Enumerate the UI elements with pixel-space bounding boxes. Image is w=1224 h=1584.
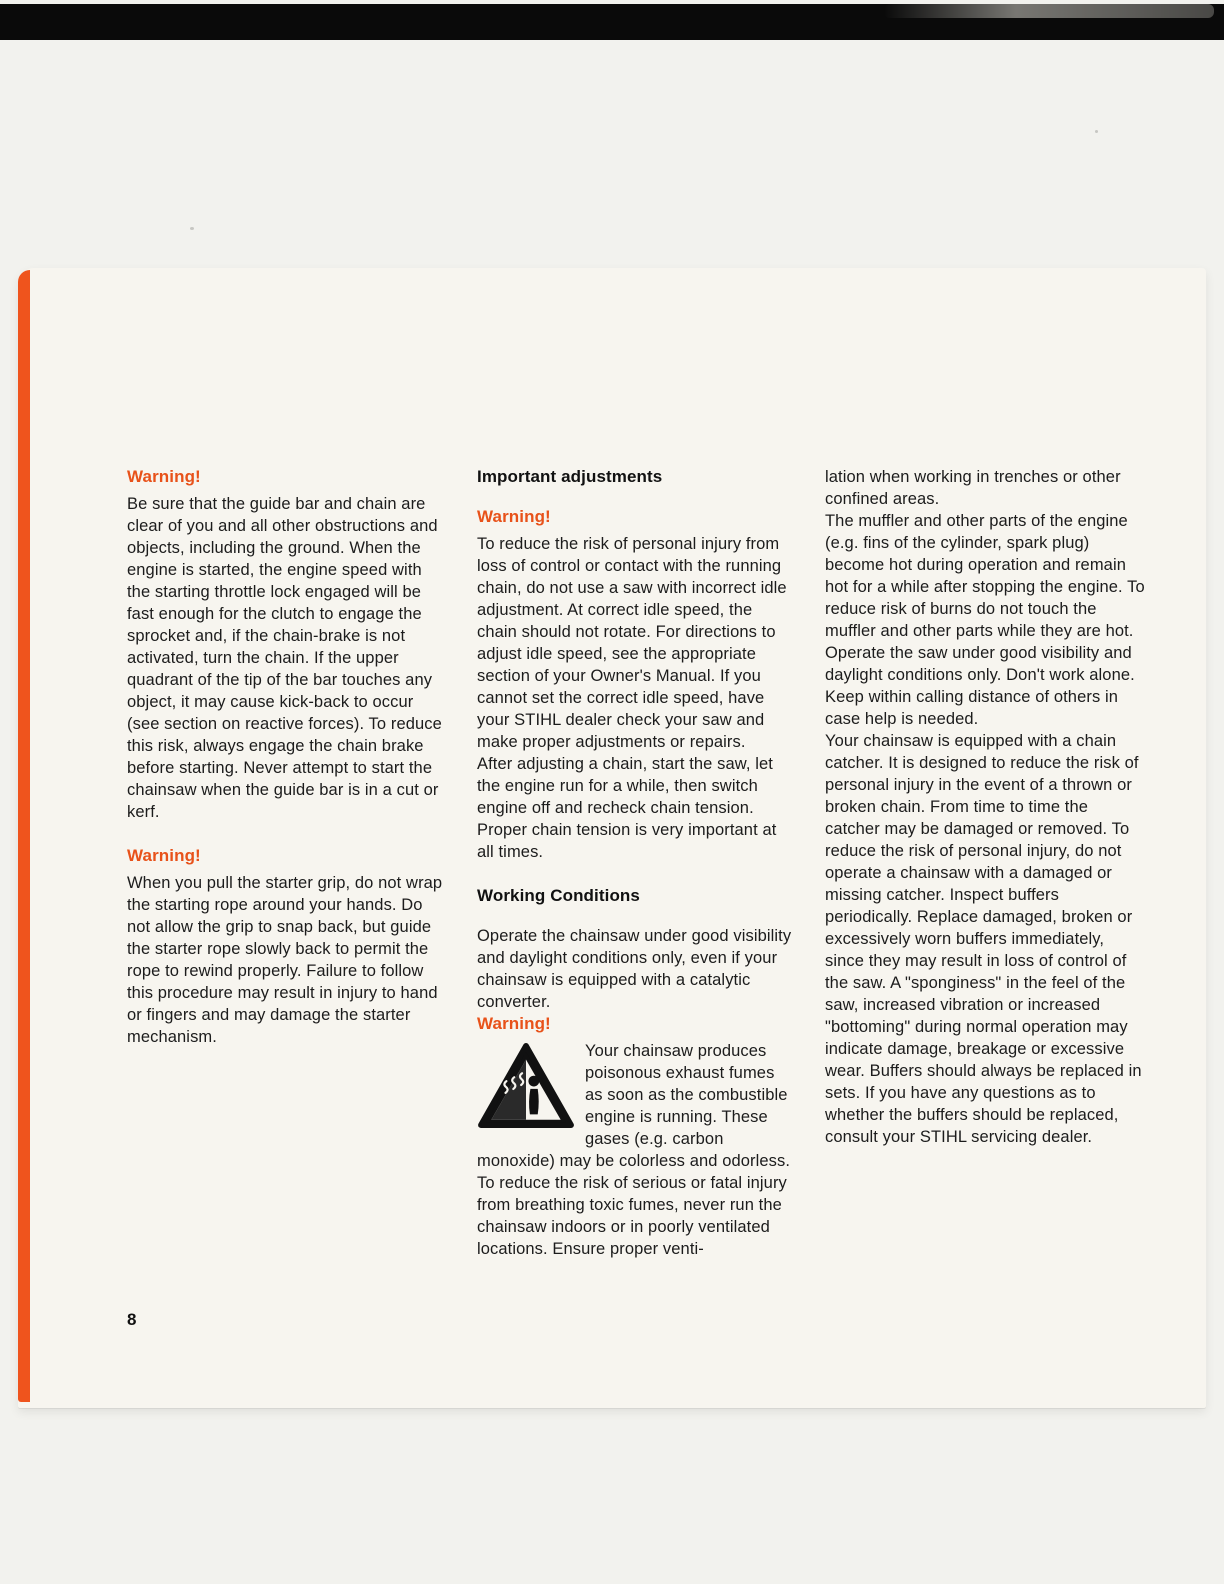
column-left [127, 466, 445, 1048]
warning-heading: Warning! [127, 846, 201, 865]
body-paragraph: Your chainsaw is equipped with a chain catcher. It is designed to reduce the risk of personal injury in the event of a thrown or broken chain. From time to time the catcher may be damaged or removed. To reduce the risk of personal injury, do not operate a chainsaw with a damaged or missing catcher. Inspect buffers periodically. Replace damaged, broken or excessively worn buffers immediately, since they may result in loss of control of the saw. A "sponginess" in the feel of the saw, increased vibration or increased "bottoming" during normal operation may indicate damage, breakage or excessive wear. Buffers should always be replaced in sets. If you have any questions as to whether the buffers should be replaced, consult your STIHL servicing dealer. [825, 732, 1142, 1146]
body-paragraph: Operate the chainsaw under good visibility and daylight conditions only, even if your chainsaw is equipped with a catalytic converter. [477, 927, 792, 1011]
warning-paragraph: Your chainsaw produces poisonous exhaust fumes as soon as the combustible engine is running. These gases (e.g. carbon monoxide) may be colorless and odorless. [477, 1042, 791, 1170]
warning-paragraph: Be sure that the guide bar and chain are clear of you and all other obstructions and objects, including the ground. When the engine is started, the engine speed with the starting throttle lock engaged will be fast enough for the clutch to engage the sprocket and, if the chain-brake is not activated, turn the chain. If the upper quadrant of the tip of the bar touches any object, it may cause kick-back to occur (see section on reactive forces). To reduce this risk, always engage the chain brake before starting. Never attempt to start the chainsaw when the guide bar is in a cut or kerf. [127, 495, 442, 821]
warning-paragraph: To reduce the risk of personal injury from loss of control or contact with the running chain, do not use a saw with incorrect idle adjustment. At correct idle speed, the chain should not rotate. For directions to adjust idle speed, see the appropriate section of your Owner's Manual. If you cannot set the correct idle speed, have your STIHL dealer check your saw and make proper adjustments or repairs. [477, 535, 787, 751]
scan-top-black-bar [0, 4, 1224, 40]
column-right [825, 466, 1147, 1148]
warning-paragraph: To reduce the risk of serious or fatal injury from breathing toxic fumes, never run the chainsaw indoors or in poorly ventilated locations. Ensure proper venti- [477, 1174, 787, 1258]
warning-paragraph: After adjusting a chain, start the saw, let the engine run for a while, then switch engine off and recheck chain tension. Proper chain tension is very important at all times. [477, 755, 777, 861]
page-spine-orange-edge [18, 270, 30, 1402]
exhaust-warning-block [477, 1040, 795, 1260]
warning-heading: Warning! [477, 1014, 551, 1033]
scan-artifact-smudge [884, 4, 1214, 18]
scan-dust-speck [190, 227, 194, 230]
section-heading-working-conditions: Working Conditions [477, 886, 640, 905]
warning-heading: Warning! [127, 467, 201, 486]
page-number: 8 [127, 1310, 137, 1329]
warning-paragraph: When you pull the starter grip, do not wrap the starting rope around your hands. Do not allow the grip to snap back, but guide the starter rope slowly back to permit the rope to rewind properly. Failure to follow this procedure may result in injury to hand or fingers and may damage the starter mechanism. [127, 874, 443, 1046]
body-paragraph: lation when working in trenches or other confined areas. [825, 468, 1121, 508]
manual-page-8 [18, 268, 1206, 1408]
body-paragraph: The muffler and other parts of the engine (e.g. fins of the cylinder, spark plug) become hot during operation and remain hot for a while after stopping the engine. To reduce risk of burns do not touch the muffler and other parts while they are hot. Operate the saw under good visibility and daylight conditions only. Don't work alone. Keep within calling distance of others in case help is needed. [825, 512, 1145, 728]
section-heading-important-adjustments: Important adjustments [477, 467, 663, 486]
warning-heading: Warning! [477, 507, 551, 526]
column-center [477, 466, 795, 1260]
scan-dust-speck [1095, 130, 1098, 133]
exhaust-fumes-warning-icon [477, 1042, 575, 1130]
